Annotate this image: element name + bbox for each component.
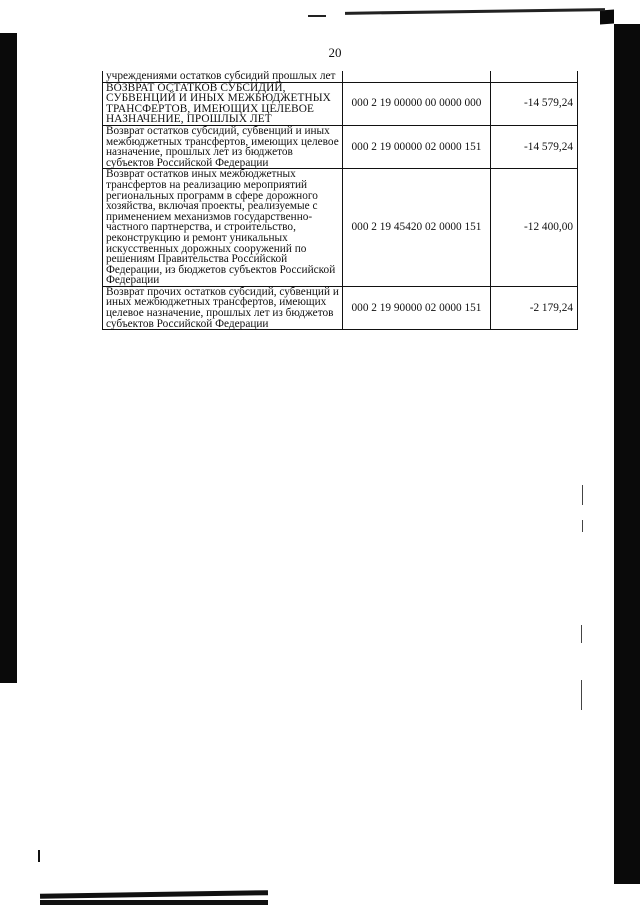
scan-top-dash <box>308 15 326 17</box>
table-row <box>103 286 578 329</box>
row-code: 000 2 19 00000 00 0000 000 <box>343 82 491 125</box>
row-name: Возврат остатков иных межбюджетных трансфертов на реализацию мероприятий региональных программ в сфере дорожного хозяйства, включая проекты, реализуемые с применением механизмов государственно-частного партнерства, и строительство, реконструкцию и ремонт уникальных искусственных дорожных сооружений по решениям Правительства Российской Федерации, из бюджетов субъектов Российской Федерации <box>103 169 343 287</box>
scan-mark <box>582 520 583 532</box>
row-amount: -14 579,24 <box>491 82 578 125</box>
table-row <box>103 125 578 168</box>
scan-bottom-line-2 <box>40 900 268 905</box>
row-amount: -2 179,24 <box>491 286 578 329</box>
row-name: учреждениями остатков субсидий прошлых лет <box>103 71 343 82</box>
scan-mark <box>38 850 40 862</box>
scan-mark <box>581 625 582 643</box>
row-name: Возврат остатков субсидий, субвенций и иных межбюджетных трансфертов, имеющих целевое назначение, прошлых лет из бюджетов субъектов Российской Федерации <box>103 125 343 168</box>
scan-edge-right-corner <box>600 10 614 25</box>
budget-table <box>102 71 578 330</box>
scan-edge-right <box>614 24 640 884</box>
scan-mark <box>581 680 582 710</box>
row-name: ВОЗВРАТ ОСТАТКОВ СУБСИДИЙ, СУБВЕНЦИЙ И ИНЫХ МЕЖБЮДЖЕТНЫХ ТРАНСФЕРТОВ, ИМЕЮЩИХ ЦЕЛЕВОЕ НАЗНАЧЕНИЕ, ПРОШЛЫХ ЛЕТ <box>103 82 343 125</box>
scan-mark <box>582 485 583 505</box>
page-number: 20 <box>328 45 342 60</box>
scan-top-line <box>345 8 605 15</box>
table-row <box>103 71 578 82</box>
scan-bottom-line <box>40 890 268 899</box>
scan-edge-left <box>0 33 17 683</box>
row-code: 000 2 19 90000 02 0000 151 <box>343 286 491 329</box>
row-code <box>343 71 491 82</box>
row-code: 000 2 19 00000 02 0000 151 <box>343 125 491 168</box>
row-amount: -12 400,00 <box>491 169 578 287</box>
row-amount: -14 579,24 <box>491 125 578 168</box>
row-name: Возврат прочих остатков субсидий, субвенций и иных межбюджетных трансфертов, имеющих целевое назначение, прошлых лет из бюджетов субъектов Российской Федерации <box>103 286 343 329</box>
row-amount <box>491 71 578 82</box>
table-row <box>103 82 578 125</box>
table-row <box>103 169 578 287</box>
row-code: 000 2 19 45420 02 0000 151 <box>343 169 491 287</box>
